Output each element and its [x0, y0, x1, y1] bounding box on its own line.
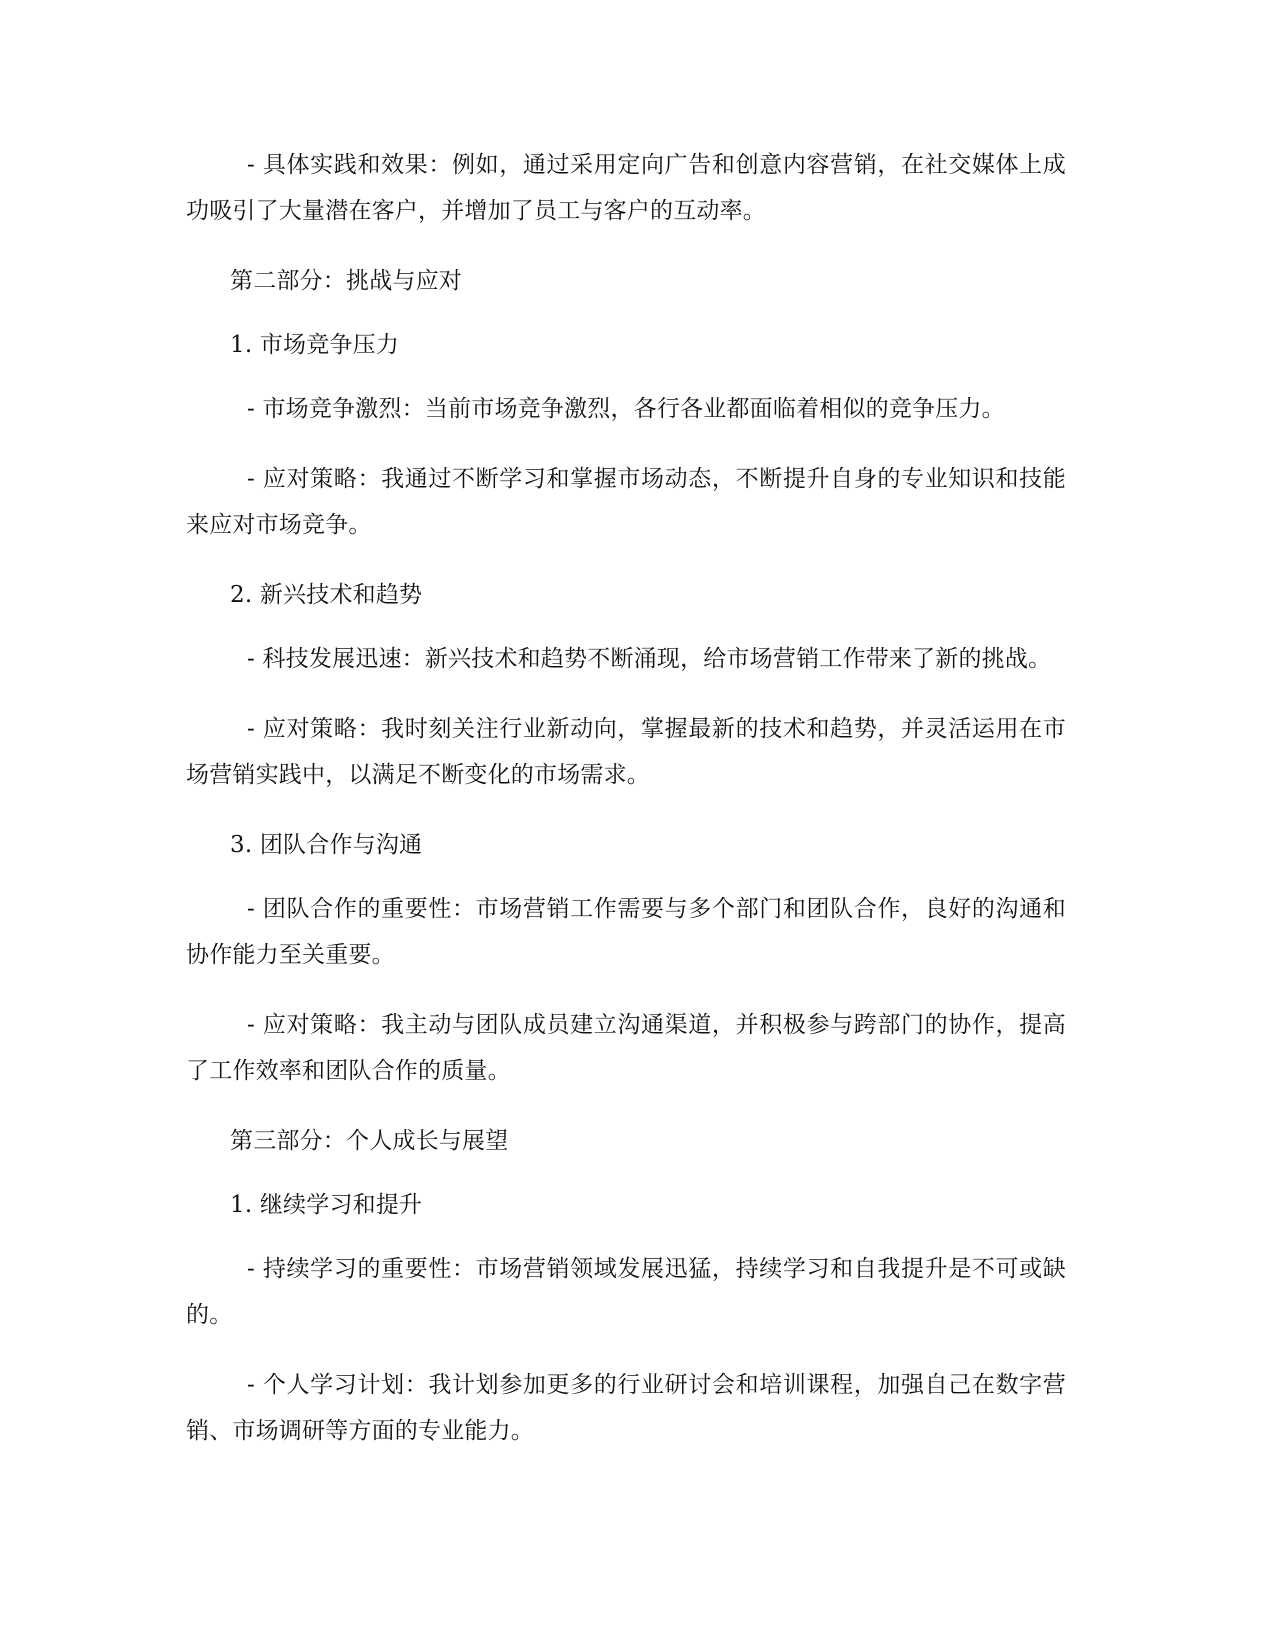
paragraph-practice-effect: - 具体实践和效果：例如，通过采用定向广告和创意内容营销，在社交媒体上成功吸引了大量潜在客户，并增加了员工与客户的互动率。 — [186, 152, 1066, 224]
paragraph-learning-plan: - 个人学习计划：我计划参加更多的行业研讨会和培训课程，加强自己在数字营销、市场调研等方面的专业能力。 — [186, 1372, 1066, 1444]
paragraph-teamwork-importance: - 团队合作的重要性：市场营销工作需要与多个部门和团队合作，良好的沟通和协作能力至关重要。 — [186, 896, 1066, 968]
paragraph-tech-strategy: - 应对策略：我时刻关注行业新动向，掌握最新的技术和趋势，并灵活运用在市场营销实践中，以满足不断变化的市场需求。 — [186, 716, 1066, 788]
paragraph-competition-strategy: - 应对策略：我通过不断学习和掌握市场动态，不断提升自身的专业知识和技能来应对市场竞争。 — [186, 466, 1066, 538]
document-body — [186, 142, 1066, 1478]
paragraph-learning-importance: - 持续学习的重要性：市场营销领域发展迅猛，持续学习和自我提升是不可或缺的。 — [186, 1256, 1066, 1328]
subheading-emerging-tech: 2. 新兴技术和趋势 — [230, 582, 423, 608]
subheading-continuous-learning: 1. 继续学习和提升 — [230, 1192, 423, 1218]
section-heading-part-three: 第三部分：个人成长与展望 — [230, 1128, 509, 1154]
paragraph-competition-intense: - 市场竞争激烈：当前市场竞争激烈，各行各业都面临着相似的竞争压力。 — [247, 396, 1005, 422]
paragraph-teamwork-strategy: - 应对策略：我主动与团队成员建立沟通渠道，并积极参与跨部门的协作，提高了工作效率和团队合作的质量。 — [186, 1012, 1066, 1084]
subheading-teamwork: 3. 团队合作与沟通 — [230, 832, 423, 858]
paragraph-tech-rapid: - 科技发展迅速：新兴技术和趋势不断涌现，给市场营销工作带来了新的挑战。 — [247, 646, 1052, 672]
subheading-market-competition: 1. 市场竞争压力 — [230, 332, 400, 358]
section-heading-part-two: 第二部分：挑战与应对 — [230, 268, 462, 294]
